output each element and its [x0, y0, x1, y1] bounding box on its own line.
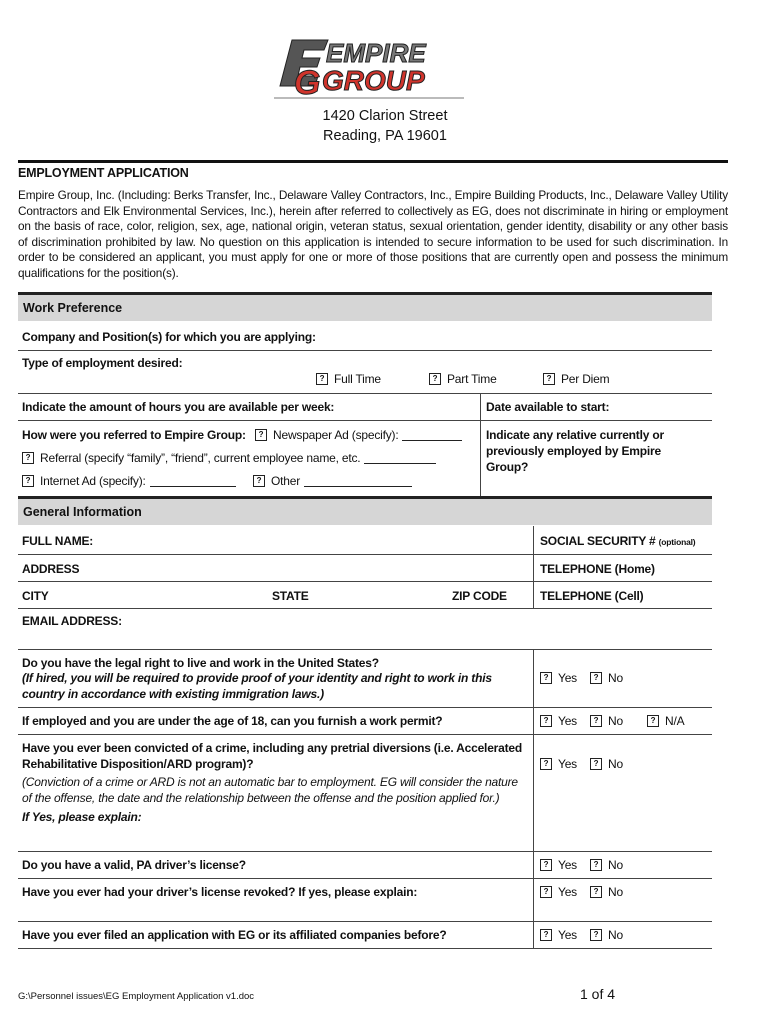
file-path: G:\Personnel issues\EG Employment Application v1.doc	[18, 991, 255, 1002]
page-number: 1 of 4	[580, 986, 616, 1002]
divider	[18, 393, 712, 394]
ssn-optional: (optional)	[658, 537, 696, 547]
checkbox-icon[interactable]: ?	[253, 475, 265, 487]
email-label: EMAIL ADDRESS:	[22, 614, 122, 628]
checkbox-icon[interactable]: ?	[590, 672, 602, 684]
checkbox-icon[interactable]: ?	[590, 758, 602, 770]
q2-no[interactable]	[590, 714, 623, 728]
na-label: N/A	[665, 714, 685, 728]
per-diem-label: Per Diem	[561, 372, 610, 386]
q2-yes[interactable]	[540, 714, 577, 728]
no-label: No	[608, 928, 623, 942]
q3-no[interactable]	[590, 757, 623, 771]
date-available-label: Date available to start:	[486, 400, 610, 414]
q3-crime: Have you ever been convicted of a crime, including any pretrial diversions (i.e. Accelerated Rehabilitative Disposition/ARD program)?	[22, 741, 523, 771]
divider	[18, 851, 712, 852]
q4-license: Do you have a valid, PA driver’s license?	[22, 858, 246, 872]
address-label: ADDRESS	[22, 562, 80, 576]
column-divider	[480, 394, 481, 496]
other-option[interactable]	[253, 474, 412, 488]
q1-yes[interactable]	[540, 671, 577, 685]
q6-yes[interactable]	[540, 928, 577, 942]
divider	[18, 734, 712, 735]
referred-label: How were you referred to Empire Group:	[22, 428, 246, 442]
relative-label: Indicate any relative currently or previously employed by Empire Group?	[486, 428, 664, 474]
work-preference-header	[18, 292, 712, 321]
address-line-1: 1420 Clarion Street	[322, 108, 448, 124]
checkbox-icon[interactable]: ?	[590, 929, 602, 941]
internet-field[interactable]	[150, 476, 236, 487]
checkbox-icon[interactable]: ?	[540, 859, 552, 871]
q5-revoked: Have you ever had your driver’s license revoked? If yes, please explain:	[22, 885, 418, 899]
q4-yes[interactable]	[540, 858, 577, 872]
section-title: General Information	[23, 505, 142, 519]
q1-note: (If hired, you will be required to provide proof of your identity and right to work in this country in accordance with existing immigration laws.)	[22, 671, 492, 701]
part-time-option[interactable]	[429, 372, 497, 386]
other-field[interactable]	[304, 476, 412, 487]
yes-label: Yes	[558, 928, 577, 942]
checkbox-icon[interactable]: ?	[590, 715, 602, 727]
checkbox-icon[interactable]: ?	[540, 758, 552, 770]
answer-column-divider	[533, 649, 534, 949]
hours-label: Indicate the amount of hours you are available per week:	[22, 400, 335, 414]
form-title: EMPLOYMENT APPLICATION	[18, 166, 189, 180]
column-divider	[533, 526, 534, 609]
q1-no[interactable]	[590, 671, 623, 685]
checkbox-icon[interactable]: ?	[590, 886, 602, 898]
q4-no[interactable]	[590, 858, 623, 872]
divider	[18, 649, 712, 650]
q5-yes[interactable]	[540, 885, 577, 899]
checkbox-icon[interactable]: ?	[590, 859, 602, 871]
q6-no[interactable]	[590, 928, 623, 942]
employment-type-label: Type of employment desired:	[22, 356, 183, 370]
checkbox-icon[interactable]: ?	[255, 429, 267, 441]
checkbox-icon[interactable]: ?	[543, 373, 555, 385]
referral-label: Referral (specify “family”, “friend”, current employee name, etc.	[40, 451, 361, 465]
checkbox-icon[interactable]: ?	[540, 715, 552, 727]
section-title: Work Preference	[23, 301, 123, 315]
q3-explain: If Yes, please explain:	[22, 810, 142, 824]
yes-label: Yes	[558, 885, 577, 899]
title-rule	[18, 160, 728, 163]
q3-note: (Conviction of a crime or ARD is not an automatic bar to employment. EG will consider the nature of the offense, the date and the relationship between the offense and the position applied for.)	[22, 775, 518, 805]
divider	[18, 350, 712, 351]
newspaper-label: Newspaper Ad (specify):	[273, 428, 399, 442]
divider	[18, 948, 712, 949]
general-info-header	[18, 496, 712, 525]
full-name-label: FULL NAME:	[22, 534, 94, 548]
checkbox-icon[interactable]: ?	[429, 373, 441, 385]
tel-home-label: TELEPHONE (Home)	[540, 562, 655, 576]
internet-option[interactable]	[22, 474, 236, 488]
company-position-label: Company and Position(s) for which you are applying:	[22, 330, 316, 344]
empire-group-logo	[270, 34, 470, 102]
no-label: No	[608, 885, 623, 899]
address-line-2: Reading, PA 19601	[323, 128, 447, 144]
checkbox-icon[interactable]: ?	[540, 886, 552, 898]
full-time-label: Full Time	[334, 372, 381, 386]
yes-label: Yes	[558, 757, 577, 771]
referral-field[interactable]	[364, 453, 436, 464]
yes-label: Yes	[558, 714, 577, 728]
yes-label: Yes	[558, 858, 577, 872]
q5-no[interactable]	[590, 885, 623, 899]
tel-cell-label: TELEPHONE (Cell)	[540, 589, 644, 603]
no-label: No	[608, 714, 623, 728]
ssn-text: SOCIAL SECURITY #	[540, 534, 656, 548]
logo-group-text: GROUP	[322, 65, 425, 96]
state-label: STATE	[272, 589, 309, 603]
yes-label: Yes	[558, 671, 577, 685]
per-diem-option[interactable]	[543, 372, 609, 386]
divider	[18, 554, 712, 555]
internet-label: Internet Ad (specify):	[40, 474, 146, 488]
ssn-label	[540, 534, 695, 548]
no-label: No	[608, 671, 623, 685]
city-label: CITY	[22, 589, 49, 603]
q2-na[interactable]	[647, 714, 684, 728]
divider	[18, 707, 712, 708]
referral-option[interactable]	[22, 451, 436, 465]
checkbox-icon[interactable]: ?	[22, 475, 34, 487]
checkbox-icon[interactable]: ?	[22, 452, 34, 464]
full-time-option[interactable]	[316, 372, 381, 386]
newspaper-field[interactable]	[402, 430, 462, 441]
checkbox-icon[interactable]: ?	[647, 715, 659, 727]
svg-text:G: G	[294, 64, 321, 102]
q1-legal-right: Do you have the legal right to live and work in the United States?	[22, 656, 379, 670]
zip-label: ZIP CODE	[452, 589, 507, 603]
part-time-label: Part Time	[447, 372, 497, 386]
other-label: Other	[271, 474, 301, 488]
divider	[18, 608, 712, 609]
divider	[18, 420, 712, 421]
divider	[18, 921, 712, 922]
no-label: No	[608, 858, 623, 872]
newspaper-option[interactable]	[255, 428, 462, 442]
divider	[18, 581, 712, 582]
company-logo	[270, 34, 470, 102]
q2-work-permit: If employed and you are under the age of 18, can you furnish a work permit?	[22, 714, 443, 728]
intro-paragraph: Empire Group, Inc. (Including: Berks Transfer, Inc., Delaware Valley Contractors, Inc., Empire Building Products, Inc., Delaware Valley Utility Contractors and Elk Environmental Services, Inc.), herein after referred to collectively as EG, does not discriminate in hiring or employment on the basis of race, color, religion, sex, age, national origin, veteran status, sexual orientation, gender identity, disability or any other basis of discrimination prohibited by law. No question on this application is intended to secure information to be used for such discrimination. In order to be considered an applicant, you must apply for one or more of those positions that are currently open and possess the minimum qualifications for the position(s).	[18, 188, 728, 280]
checkbox-icon[interactable]: ?	[540, 929, 552, 941]
q3-yes[interactable]	[540, 757, 577, 771]
checkbox-icon[interactable]: ?	[540, 672, 552, 684]
divider	[18, 878, 712, 879]
no-label: No	[608, 757, 623, 771]
checkbox-icon[interactable]: ?	[316, 373, 328, 385]
logo-empire-text: EMPIRE	[326, 38, 426, 68]
q6-prior-application: Have you ever filed an application with EG or its affiliated companies before?	[22, 928, 447, 942]
